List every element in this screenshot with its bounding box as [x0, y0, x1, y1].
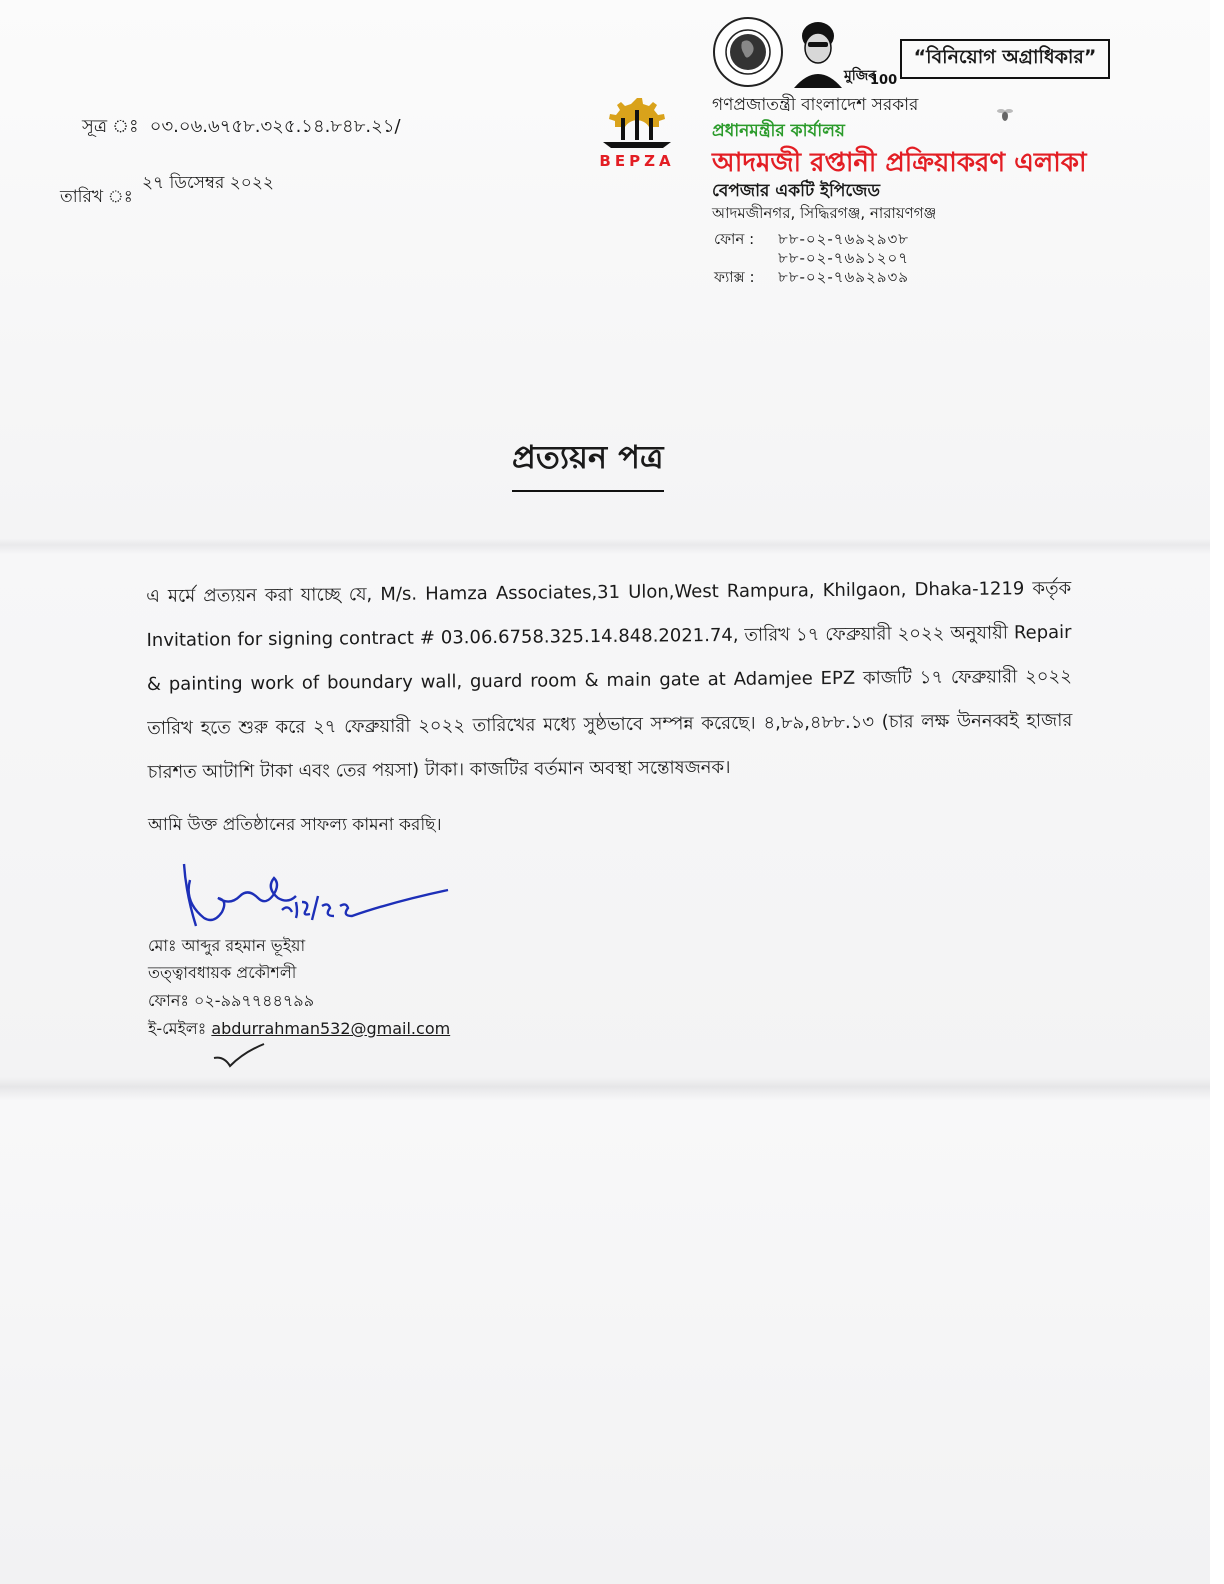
- government-name: গণপ্রজাতন্ত্রী বাংলাদেশ সরকার: [712, 95, 919, 115]
- document-title: প্রত্যয়ন পত্র: [512, 432, 664, 492]
- reference-label: সূত্র ঃ: [82, 116, 139, 137]
- mujib-text: মুজিব: [844, 68, 877, 84]
- closing-line: আমি উক্ত প্রতিষ্ঠানের সাফল্য কামনা করছি।: [148, 815, 442, 835]
- scan-speck-icon: [995, 104, 1015, 124]
- signatory-name: মোঃ আব্দুর রহমান ভূইয়া: [148, 936, 306, 955]
- government-seal-icon: [712, 16, 784, 88]
- fax-label: ফ্যাক্স :: [714, 268, 755, 286]
- motto-box: “বিনিয়োগ অগ্রাধিকার”: [900, 39, 1110, 79]
- handwritten-signature: [178, 862, 458, 932]
- zone-name: আদমজী রপ্তানী প্রক্রিয়াকরণ এলাকা: [712, 148, 1087, 178]
- bepza-logo: [585, 92, 689, 174]
- page-edge: [1210, 0, 1224, 1584]
- epz-note: বেপজার একটি ইপিজেড: [712, 181, 880, 201]
- phone-number-1: ৮৮-০২-৭৬৯২৯৩৮: [778, 230, 910, 248]
- mujib-years: 100: [870, 73, 898, 88]
- address: আদমজীনগর, সিদ্ধিরগঞ্জ, নারায়ণগঞ্জ: [712, 204, 937, 222]
- fax-number: ৮৮-০২-৭৬৯২৯৩৯: [778, 268, 910, 286]
- phone-number-2: ৮৮-০২-৭৬৯১২০৭: [778, 249, 910, 267]
- initial-tick-mark: [212, 1042, 268, 1072]
- signatory-email-line: [148, 1016, 450, 1043]
- date-label: তারিখ ঃ: [60, 187, 133, 207]
- reference-line: [82, 112, 401, 143]
- signatory-phone: ফোনঃ ০২-৯৯৭৭৪৪৭৯৯: [148, 991, 315, 1010]
- date-value: ২৭ ডিসেম্বর ২০২২: [142, 173, 274, 193]
- certificate-body: এ মর্মে প্রত্যয়ন করা যাচ্ছে যে, M/s. Hamza Associates,31 Ulon,West Rampura, Khilgaon, Dhaka-1219 কর্তৃক Invitation for signing contract # 03.06.6758.325.14.848.2021.74, তারিখ ১৭ ফেব্রুয়ারী ২০২২ অনুযায়ী Repair & painting work of boundary wall, guard room & main gate at Adamjee EPZ কাজটি ১৭ ফেব্রুয়ারী ২০২২ তারিখ হতে শুরু করে ২৭ ফেব্রুয়ারী ২০২২ তারিখের মধ্যে সুষ্ঠভাবে সম্পন্ন করেছে। ৪,৮৯,৪৮৮.১৩ (চার লক্ষ উননব্বই হাজার চারশত আটাশি টাকা এবং তের পয়সা) টাকা। কাজটির বর্তমান অবস্থা সন্তোষজনক।: [146, 577, 1073, 783]
- email-link[interactable]: abdurrahman532@gmail.com: [211, 1019, 451, 1038]
- reference-number: ০৩.০৬.৬৭৫৮.৩২৫.১৪.৮৪৮.২১/: [149, 116, 401, 137]
- signatory-designation: তত্ত্বাবধায়ক প্রকৌশলী: [148, 963, 297, 982]
- logo-text: BEPZA: [599, 152, 675, 170]
- office-name: প্রধানমন্ত্রীর কার্যালয়: [712, 121, 845, 141]
- mujib-100-emblem: [786, 14, 898, 88]
- phone-label: ফোন :: [714, 230, 755, 248]
- email-label: ই-মেইলঃ: [148, 1019, 207, 1038]
